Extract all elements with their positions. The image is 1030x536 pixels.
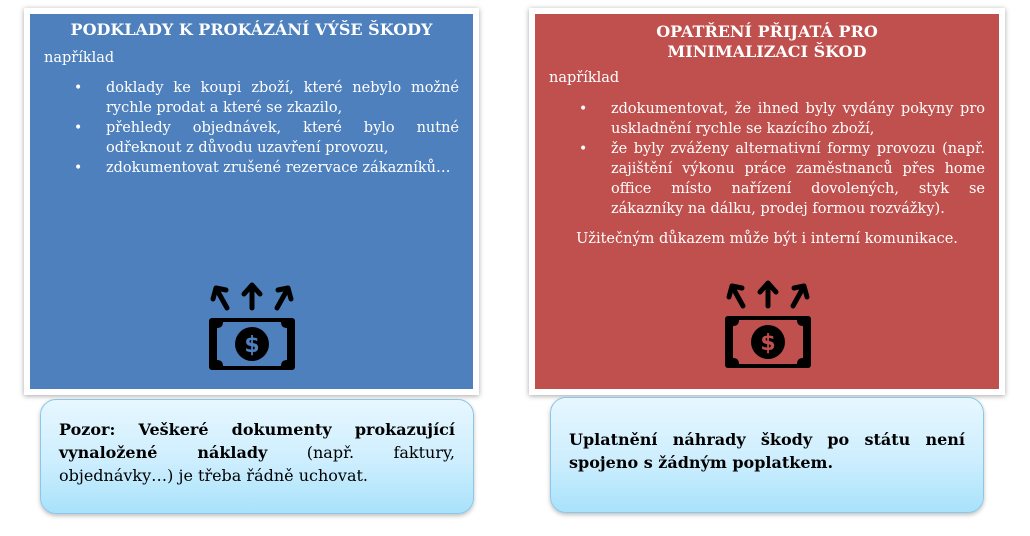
bullet-icon: •: [579, 141, 588, 157]
bullet-icon: •: [74, 160, 83, 176]
right-card-note: Užitečným důkazem může být i interní komunikace.: [576, 231, 958, 247]
right-card-intro: například: [549, 70, 620, 86]
list-item-text: že byly zváženy alternativní formy provozu (např. zajištění výkonu práce zaměstnanců přes home office místo nařízení dovolených, styk se zákazníky na dálku, prodej formou rozvážky).: [611, 141, 985, 217]
bullet-icon: •: [579, 101, 588, 117]
left-card: [24, 8, 479, 395]
callout-plain-text: (např. faktury, objednávky…) je třeba řádně uchovat.: [59, 443, 456, 485]
bullet-icon: •: [74, 80, 83, 96]
list-item: [74, 78, 459, 118]
list-item-text: doklady ke koupi zboží, které nebylo možné rychle prodat a které se zkazilo,: [106, 80, 459, 116]
list-item-text: zdokumentovat zrušené rezervace zákazníků…: [106, 160, 451, 176]
fee-callout: [550, 397, 984, 513]
list-item-text: přehledy objednávek, které bylo nutné odřeknout z důvodu uzavření provozu,: [106, 120, 459, 156]
warning-callout: [40, 399, 474, 514]
left-card-list: [30, 66, 473, 178]
right-card-title: OPATŘENÍ PŘIJATÁ PRO MINIMALIZACI ŠKOD: [656, 22, 878, 61]
callout-bold-text: Uplatnění náhrady škody po státu není spojeno s žádným poplatkem.: [569, 430, 965, 472]
list-item-text: zdokumentovat, že ihned byly vydány pokyny pro uskladnění rychle se kazícího zboží,: [611, 101, 985, 137]
right-card: [529, 8, 1005, 395]
bullet-icon: •: [74, 120, 83, 136]
list-item: [579, 139, 985, 219]
right-card-list: [535, 86, 999, 219]
left-card-title: PODKLADY K PROKÁZÁNÍ VÝŠE ŠKODY: [70, 20, 433, 39]
left-card-intro: například: [44, 50, 115, 66]
svg-text:$: $: [244, 333, 260, 358]
money-arrows-icon: [723, 280, 813, 372]
svg-text:$: $: [760, 331, 776, 356]
list-item: [74, 118, 459, 158]
list-item: [74, 158, 459, 178]
money-arrows-icon: [207, 282, 297, 374]
callout-bold-text: Pozor: Veškeré dokumenty prokazující vynaložené náklady: [59, 420, 455, 462]
list-item: [579, 99, 985, 139]
